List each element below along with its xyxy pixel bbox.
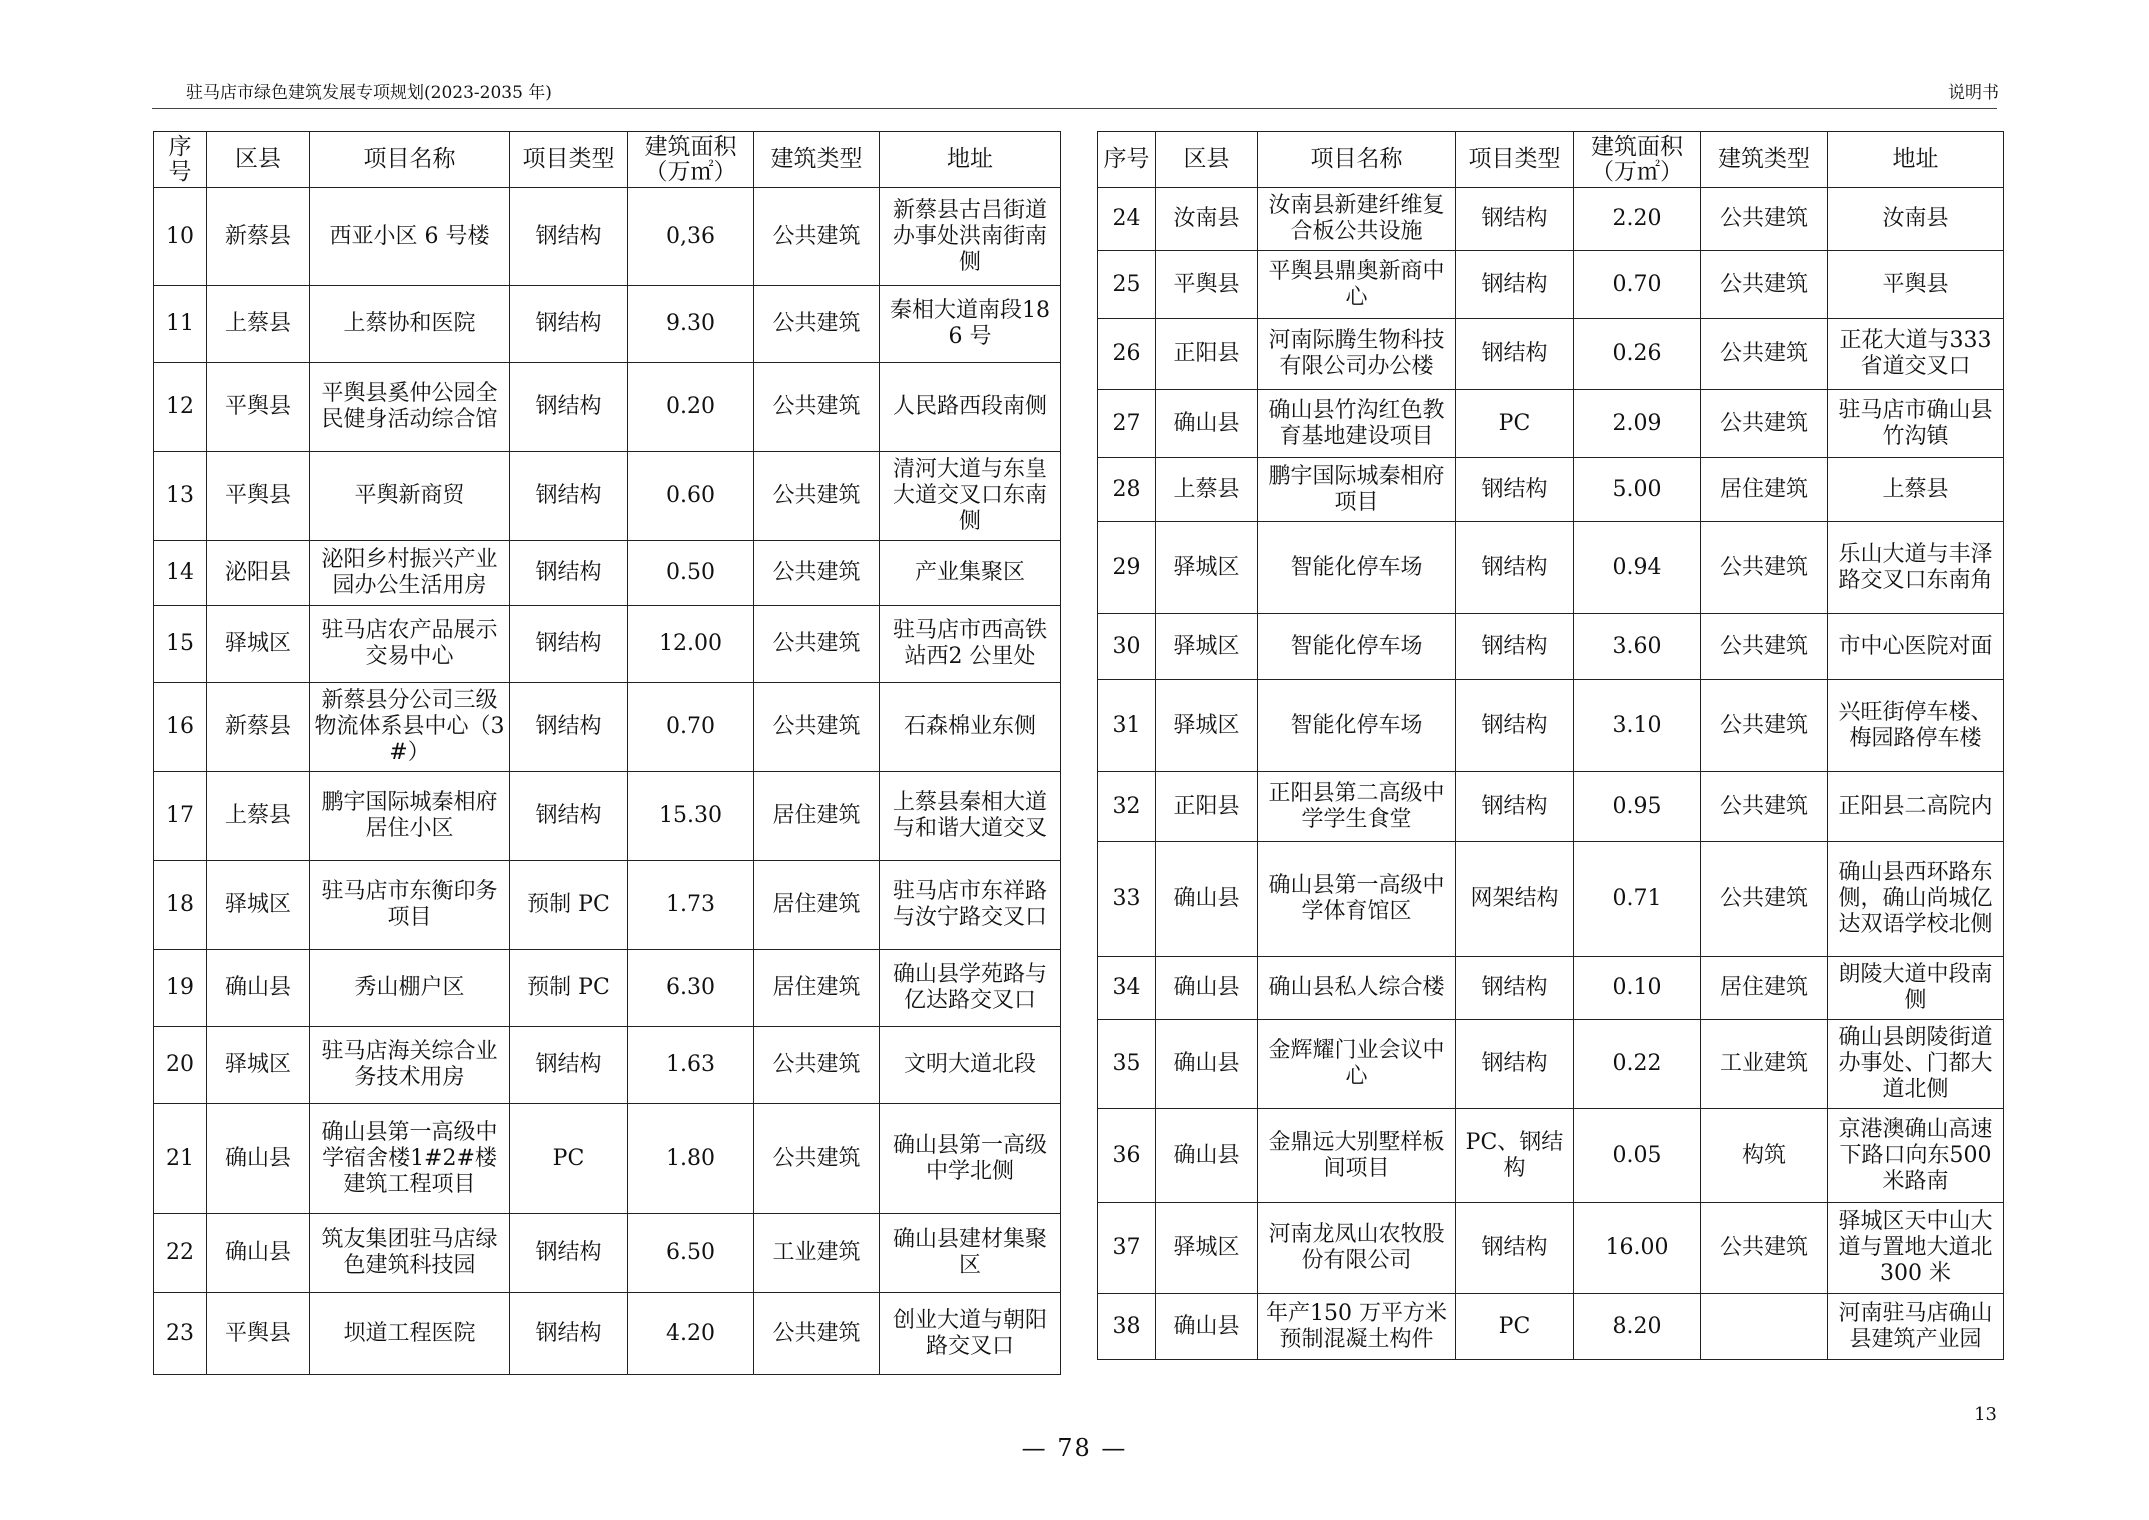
cell-project-type: 钢结构	[510, 1214, 628, 1293]
cell-county: 上蔡县	[207, 286, 310, 363]
cell-no: 11	[154, 286, 207, 363]
cell-area: 9.30	[628, 286, 754, 363]
cell-project-type: 钢结构	[510, 541, 628, 606]
table-row	[1098, 957, 2004, 1020]
cell-county: 驿城区	[207, 1027, 310, 1104]
cell-no: 14	[154, 541, 207, 606]
cell-no: 37	[1098, 1203, 1156, 1294]
cell-county: 驿城区	[1156, 680, 1258, 772]
cell-project-name: 鹏宇国际城秦相府居住小区	[310, 772, 510, 861]
cell-project-name: 智能化停车场	[1258, 680, 1456, 772]
table-row	[1098, 1109, 2004, 1203]
cell-building-type: 公共建筑	[754, 1293, 880, 1375]
cell-no: 28	[1098, 458, 1156, 522]
cell-area: 0.10	[1574, 957, 1701, 1020]
table-row	[1098, 522, 2004, 614]
cell-address: 驿城区天中山大道与置地大道北 300 米	[1828, 1203, 2004, 1294]
cell-address: 产业集聚区	[880, 541, 1061, 606]
table-header-row	[1098, 132, 2004, 188]
cell-building-type: 公共建筑	[754, 363, 880, 452]
cell-building-type: 公共建筑	[754, 541, 880, 606]
cell-project-name: 驻马店市东衡印务项目	[310, 861, 510, 950]
cell-building-type: 公共建筑	[1701, 842, 1828, 957]
cell-building-type: 公共建筑	[754, 683, 880, 772]
cell-address: 清河大道与东皇大道交叉口东南侧	[880, 452, 1061, 541]
col-header-area: 建筑面积（万㎡）	[628, 132, 754, 188]
cell-area: 3.10	[1574, 680, 1701, 772]
cell-no: 17	[154, 772, 207, 861]
cell-no: 35	[1098, 1020, 1156, 1109]
cell-project-name: 正阳县第二高级中学学生食堂	[1258, 772, 1456, 842]
cell-address: 河南驻马店确山县建筑产业园	[1828, 1294, 2004, 1360]
cell-no: 22	[154, 1214, 207, 1293]
cell-address: 创业大道与朝阳路交叉口	[880, 1293, 1061, 1375]
cell-project-name: 河南龙凤山农牧股份有限公司	[1258, 1203, 1456, 1294]
cell-no: 30	[1098, 614, 1156, 680]
cell-address: 乐山大道与丰泽路交叉口东南角	[1828, 522, 2004, 614]
cell-address: 驻马店市东祥路与汝宁路交叉口	[880, 861, 1061, 950]
cell-area: 0.94	[1574, 522, 1701, 614]
cell-project-type: 钢结构	[1456, 522, 1574, 614]
cell-project-name: 鹏宇国际城秦相府项目	[1258, 458, 1456, 522]
cell-project-name: 确山县竹沟红色教育基地建设项目	[1258, 390, 1456, 458]
table-row	[1098, 319, 2004, 390]
cell-no: 20	[154, 1027, 207, 1104]
cell-address: 驻马店市西高铁站西2 公里处	[880, 606, 1061, 683]
cell-county: 确山县	[1156, 957, 1258, 1020]
cell-no: 34	[1098, 957, 1156, 1020]
cell-project-name: 金鼎远大别墅样板间项目	[1258, 1109, 1456, 1203]
cell-project-name: 西亚小区 6 号楼	[310, 188, 510, 286]
cell-building-type: 公共建筑	[1701, 680, 1828, 772]
cell-county: 驿城区	[1156, 614, 1258, 680]
cell-project-name: 平舆新商贸	[310, 452, 510, 541]
table-row	[154, 950, 1061, 1027]
cell-project-type: 钢结构	[510, 683, 628, 772]
col-header-area: 建筑面积（万㎡）	[1574, 132, 1701, 188]
cell-county: 上蔡县	[207, 772, 310, 861]
cell-no: 18	[154, 861, 207, 950]
cell-project-name: 驻马店海关综合业务技术用房	[310, 1027, 510, 1104]
cell-county: 确山县	[207, 1104, 310, 1214]
cell-address: 石森棉业东侧	[880, 683, 1061, 772]
cell-project-name: 平舆县鼎奥新商中心	[1258, 251, 1456, 319]
cell-address: 确山县西环路东侧，确山尚城亿达双语学校北侧	[1828, 842, 2004, 957]
cell-building-type: 构筑	[1701, 1109, 1828, 1203]
page-number-small: 13	[1974, 1404, 1997, 1425]
table-row	[154, 452, 1061, 541]
cell-county: 确山县	[1156, 390, 1258, 458]
cell-project-type: 钢结构	[510, 188, 628, 286]
cell-county: 确山县	[1156, 1109, 1258, 1203]
cell-no: 38	[1098, 1294, 1156, 1360]
cell-county: 汝南县	[1156, 188, 1258, 251]
cell-area: 3.60	[1574, 614, 1701, 680]
cell-building-type: 公共建筑	[1701, 522, 1828, 614]
col-header-project-type: 项目类型	[510, 132, 628, 188]
cell-building-type: 公共建筑	[1701, 319, 1828, 390]
cell-county: 上蔡县	[1156, 458, 1258, 522]
cell-project-name: 确山县私人综合楼	[1258, 957, 1456, 1020]
cell-project-name: 汝南县新建纤维复合板公共设施	[1258, 188, 1456, 251]
cell-county: 驿城区	[207, 861, 310, 950]
cell-area: 0,36	[628, 188, 754, 286]
cell-no: 15	[154, 606, 207, 683]
table-row	[1098, 614, 2004, 680]
table-row	[154, 683, 1061, 772]
cell-project-type: 钢结构	[1456, 957, 1574, 1020]
cell-county: 平舆县	[207, 1293, 310, 1375]
cell-area: 0.50	[628, 541, 754, 606]
cell-address: 文明大道北段	[880, 1027, 1061, 1104]
cell-no: 16	[154, 683, 207, 772]
cell-building-type: 公共建筑	[754, 286, 880, 363]
cell-project-name: 坝道工程医院	[310, 1293, 510, 1375]
project-table-right	[1097, 131, 2004, 1360]
table-row	[1098, 1294, 2004, 1360]
cell-no: 26	[1098, 319, 1156, 390]
table-row	[1098, 680, 2004, 772]
cell-no: 23	[154, 1293, 207, 1375]
col-header-county: 区县	[1156, 132, 1258, 188]
cell-building-type: 工业建筑	[1701, 1020, 1828, 1109]
cell-project-name: 平舆县奚仲公园全民健身活动综合馆	[310, 363, 510, 452]
cell-area: 6.50	[628, 1214, 754, 1293]
cell-project-name: 年产150 万平方米预制混凝土构件	[1258, 1294, 1456, 1360]
cell-address: 京港澳确山高速下路口向东500 米路南	[1828, 1109, 2004, 1203]
cell-no: 21	[154, 1104, 207, 1214]
table-row	[1098, 842, 2004, 957]
table-row	[1098, 772, 2004, 842]
cell-no: 27	[1098, 390, 1156, 458]
table-row	[1098, 458, 2004, 522]
cell-area: 4.20	[628, 1293, 754, 1375]
cell-no: 31	[1098, 680, 1156, 772]
project-table-left	[153, 131, 1061, 1375]
cell-county: 确山县	[1156, 1294, 1258, 1360]
cell-building-type: 居住建筑	[1701, 458, 1828, 522]
cell-project-type: PC	[1456, 1294, 1574, 1360]
table-row	[154, 606, 1061, 683]
cell-address: 兴旺街停车楼、梅园路停车楼	[1828, 680, 2004, 772]
table-row	[1098, 1020, 2004, 1109]
cell-no: 32	[1098, 772, 1156, 842]
cell-project-type: 网架结构	[1456, 842, 1574, 957]
cell-project-type: 钢结构	[1456, 614, 1574, 680]
col-header-county: 区县	[207, 132, 310, 188]
document-title: 驻马店市绿色建筑发展专项规划(2023-2035 年)	[186, 83, 552, 103]
cell-area: 16.00	[1574, 1203, 1701, 1294]
col-header-building-type: 建筑类型	[754, 132, 880, 188]
cell-project-name: 金辉耀门业会议中心	[1258, 1020, 1456, 1109]
table-row	[154, 772, 1061, 861]
cell-address: 确山县建材集聚区	[880, 1214, 1061, 1293]
cell-project-name: 智能化停车场	[1258, 522, 1456, 614]
cell-area: 1.63	[628, 1027, 754, 1104]
cell-building-type: 居住建筑	[1701, 957, 1828, 1020]
cell-area: 8.20	[1574, 1294, 1701, 1360]
cell-project-name: 上蔡协和医院	[310, 286, 510, 363]
cell-project-type: 钢结构	[510, 286, 628, 363]
cell-area: 0.05	[1574, 1109, 1701, 1203]
cell-address: 上蔡县	[1828, 458, 2004, 522]
cell-building-type: 公共建筑	[754, 188, 880, 286]
cell-county: 新蔡县	[207, 683, 310, 772]
page-number-center: — 78 —	[1021, 1434, 1128, 1462]
cell-area: 0.70	[1574, 251, 1701, 319]
cell-area: 1.80	[628, 1104, 754, 1214]
table-row	[1098, 188, 2004, 251]
cell-project-name: 河南际腾生物科技有限公司办公楼	[1258, 319, 1456, 390]
cell-project-name: 新蔡县分公司三级物流体系县中心（3#）	[310, 683, 510, 772]
cell-address: 确山县朗陵街道办事处、门都大道北侧	[1828, 1020, 2004, 1109]
cell-no: 36	[1098, 1109, 1156, 1203]
cell-address: 平舆县	[1828, 251, 2004, 319]
cell-address: 驻马店市确山县竹沟镇	[1828, 390, 2004, 458]
cell-county: 确山县	[1156, 1020, 1258, 1109]
cell-building-type: 公共建筑	[1701, 772, 1828, 842]
table-row	[154, 1027, 1061, 1104]
cell-area: 0.20	[628, 363, 754, 452]
cell-county: 平舆县	[207, 363, 310, 452]
cell-area: 12.00	[628, 606, 754, 683]
cell-project-type: 钢结构	[510, 363, 628, 452]
col-header-address: 地址	[880, 132, 1061, 188]
cell-area: 15.30	[628, 772, 754, 861]
cell-no: 13	[154, 452, 207, 541]
cell-county: 泌阳县	[207, 541, 310, 606]
col-header-name: 项目名称	[1258, 132, 1456, 188]
cell-area: 0.22	[1574, 1020, 1701, 1109]
cell-project-type: 钢结构	[510, 1293, 628, 1375]
cell-area: 2.20	[1574, 188, 1701, 251]
cell-area: 0.71	[1574, 842, 1701, 957]
cell-project-type: PC	[510, 1104, 628, 1214]
cell-building-type: 居住建筑	[754, 772, 880, 861]
cell-project-type: 钢结构	[1456, 1020, 1574, 1109]
cell-project-type: 钢结构	[510, 772, 628, 861]
col-header-name: 项目名称	[310, 132, 510, 188]
cell-project-type: PC、钢结构	[1456, 1109, 1574, 1203]
cell-project-type: 钢结构	[1456, 680, 1574, 772]
cell-county: 驿城区	[1156, 1203, 1258, 1294]
cell-project-name: 智能化停车场	[1258, 614, 1456, 680]
cell-no: 24	[1098, 188, 1156, 251]
cell-project-type: 钢结构	[510, 1027, 628, 1104]
cell-project-type: 钢结构	[1456, 188, 1574, 251]
table-row	[154, 541, 1061, 606]
col-header-address: 地址	[1828, 132, 2004, 188]
cell-address: 确山县第一高级中学北侧	[880, 1104, 1061, 1214]
col-header-building-type: 建筑类型	[1701, 132, 1828, 188]
cell-project-name: 确山县第一高级中学宿舍楼1#2#楼建筑工程项目	[310, 1104, 510, 1214]
cell-county: 驿城区	[207, 606, 310, 683]
cell-building-type: 居住建筑	[754, 861, 880, 950]
cell-no: 25	[1098, 251, 1156, 319]
cell-area: 0.60	[628, 452, 754, 541]
cell-county: 确山县	[207, 950, 310, 1027]
cell-county: 正阳县	[1156, 319, 1258, 390]
table-row	[154, 1214, 1061, 1293]
cell-project-name: 秀山棚户区	[310, 950, 510, 1027]
cell-building-type: 工业建筑	[754, 1214, 880, 1293]
cell-address: 新蔡县古吕街道办事处洪南街南侧	[880, 188, 1061, 286]
table-row	[154, 861, 1061, 950]
table-row	[154, 286, 1061, 363]
cell-project-name: 确山县第一高级中学体育馆区	[1258, 842, 1456, 957]
table-row	[154, 188, 1061, 286]
cell-address: 确山县学苑路与亿达路交叉口	[880, 950, 1061, 1027]
cell-county: 驿城区	[1156, 522, 1258, 614]
cell-address: 人民路西段南侧	[880, 363, 1061, 452]
cell-project-type: 预制 PC	[510, 861, 628, 950]
cell-address: 秦相大道南段186 号	[880, 286, 1061, 363]
cell-building-type: 公共建筑	[754, 1027, 880, 1104]
cell-project-type: 预制 PC	[510, 950, 628, 1027]
cell-building-type: 公共建筑	[754, 452, 880, 541]
cell-no: 19	[154, 950, 207, 1027]
cell-building-type: 公共建筑	[754, 606, 880, 683]
cell-county: 平舆县	[1156, 251, 1258, 319]
cell-county: 确山县	[1156, 842, 1258, 957]
cell-county: 确山县	[207, 1214, 310, 1293]
cell-no: 29	[1098, 522, 1156, 614]
cell-county: 正阳县	[1156, 772, 1258, 842]
cell-project-type: 钢结构	[1456, 251, 1574, 319]
cell-building-type: 居住建筑	[754, 950, 880, 1027]
cell-address: 市中心医院对面	[1828, 614, 2004, 680]
cell-address: 汝南县	[1828, 188, 2004, 251]
cell-area: 0.95	[1574, 772, 1701, 842]
cell-address: 朗陵大道中段南侧	[1828, 957, 2004, 1020]
cell-project-type: 钢结构	[510, 606, 628, 683]
cell-area: 1.73	[628, 861, 754, 950]
header-rule	[152, 108, 1997, 109]
cell-building-type: 公共建筑	[1701, 188, 1828, 251]
cell-project-name: 泌阳乡村振兴产业园办公生活用房	[310, 541, 510, 606]
cell-area: 0.26	[1574, 319, 1701, 390]
cell-building-type	[1701, 1294, 1828, 1360]
cell-no: 12	[154, 363, 207, 452]
cell-area: 5.00	[1574, 458, 1701, 522]
cell-address: 正阳县二高院内	[1828, 772, 2004, 842]
cell-project-type: 钢结构	[1456, 458, 1574, 522]
cell-building-type: 公共建筑	[1701, 390, 1828, 458]
table-header-row	[154, 132, 1061, 188]
table-row	[154, 363, 1061, 452]
cell-project-type: 钢结构	[1456, 1203, 1574, 1294]
col-header-project-type: 项目类型	[1456, 132, 1574, 188]
table-row	[1098, 390, 2004, 458]
document-section: 说明书	[1948, 83, 1999, 103]
cell-building-type: 公共建筑	[1701, 251, 1828, 319]
cell-no: 10	[154, 188, 207, 286]
cell-address: 正花大道与333 省道交叉口	[1828, 319, 2004, 390]
cell-project-type: 钢结构	[510, 452, 628, 541]
cell-project-type: 钢结构	[1456, 772, 1574, 842]
table-row	[1098, 251, 2004, 319]
cell-building-type: 公共建筑	[754, 1104, 880, 1214]
col-header-no: 序号	[1098, 132, 1156, 188]
table-row	[154, 1104, 1061, 1214]
table-row	[154, 1293, 1061, 1375]
cell-project-type: 钢结构	[1456, 319, 1574, 390]
cell-address: 上蔡县秦相大道与和谐大道交叉	[880, 772, 1061, 861]
cell-building-type: 公共建筑	[1701, 614, 1828, 680]
cell-area: 6.30	[628, 950, 754, 1027]
cell-project-name: 筑友集团驻马店绿色建筑科技园	[310, 1214, 510, 1293]
table-row	[1098, 1203, 2004, 1294]
cell-building-type: 公共建筑	[1701, 1203, 1828, 1294]
cell-no: 33	[1098, 842, 1156, 957]
cell-county: 平舆县	[207, 452, 310, 541]
cell-area: 2.09	[1574, 390, 1701, 458]
col-header-no: 序号	[154, 132, 207, 188]
cell-county: 新蔡县	[207, 188, 310, 286]
cell-project-name: 驻马店农产品展示交易中心	[310, 606, 510, 683]
cell-project-type: PC	[1456, 390, 1574, 458]
cell-area: 0.70	[628, 683, 754, 772]
